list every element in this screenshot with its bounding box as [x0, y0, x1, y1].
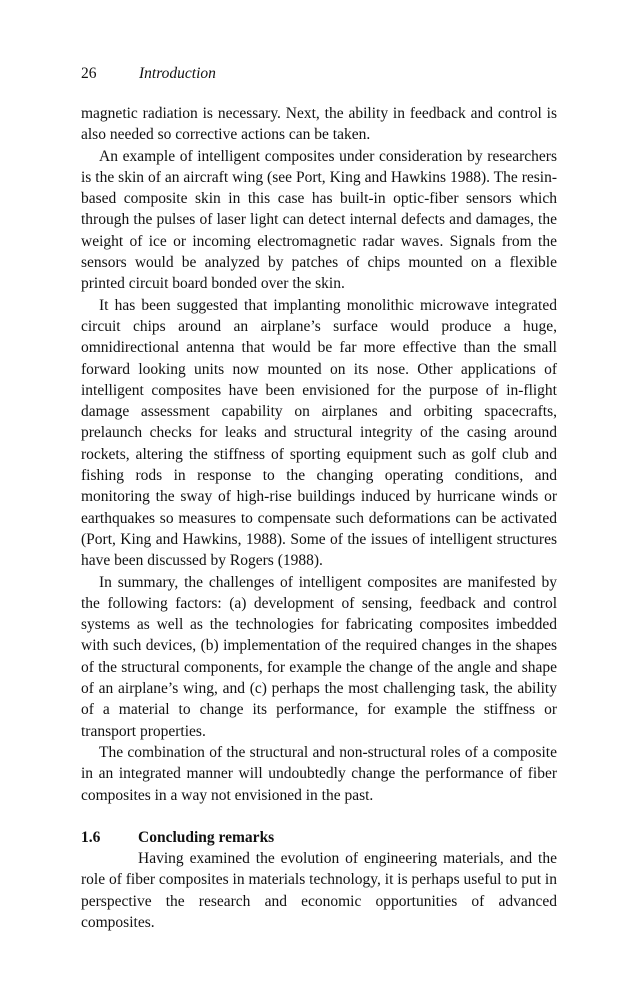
running-title: Introduction — [139, 65, 216, 82]
paragraph-continuation: magnetic radiation is necessary. Next, the ability in feedback and control is also needed so corrective actions can be taken. — [81, 105, 557, 144]
body-text — [81, 103, 557, 933]
running-header — [81, 62, 557, 86]
paragraph-aircraft-skin: An example of intelligent composites under consideration by researchers is the skin of an aircraft wing (see Port, King and Hawkins 1988). The resin-based composite skin in this case has built-in optic-fiber sensors which through the pulses of laser light can detect internal defects and damages, the weight of ice or incoming electromagnetic radar waves. Signals from the sensors would be analyzed by patches of chips mounted on a flexible printed circuit board bonded over the skin. — [81, 147, 557, 293]
page-number: 26 — [81, 65, 97, 82]
section-heading — [81, 827, 557, 848]
section-number: 1.6 — [81, 828, 101, 846]
paragraph-concluding: Having examined the evolution of engineering materials, and the role of fiber composites in materials technology, it is perhaps useful to put in perspective the research and economic opportunities of advanced composites. — [81, 850, 557, 931]
paragraph-combination: The combination of the structural and non-structural roles of a composite in an integrated manner will undoubtedly change the performance of fiber composites in a way not envisioned in the past. — [81, 743, 557, 804]
paragraph-applications: It has been suggested that implanting monolithic microwave integrated circuit chips around an airplane’s surface would produce a huge, omnidirectional antenna that would be far more effective than the small forward looking units now mounted on its nose. Other applications of intelligent composites have been envisioned for the purpose of in-flight damage assessment capability on airplanes and orbiting spacecrafts, prelaunch checks for leaks and structural integrity of the casing around rockets, altering the stiffness of sporting equipment such as golf club and fishing rods in response to the changing operating conditions, and monitoring the sway of high-rise buildings induced by hurricane winds or earthquakes so measures to compensate such deformations can be activated (Port, King and Hawkins, 1988). Some of the issues of intelligent structures have been discussed by Rogers (1988). — [81, 296, 557, 570]
paragraph-summary: In summary, the challenges of intelligent composites are manifested by the following factors: (a) development of sensing, feedback and control systems as well as the technologies for fabricating composites imbedded with such devices, (b) implementation of the required changes in the shapes of the structural components, for example the change of the angle and shape of an airplane’s wing, and (c) perhaps the most challenging task, the ability of a material to change its performance, for example the stiffness or transport properties. — [81, 573, 557, 740]
section-title: Concluding remarks — [138, 828, 275, 846]
book-page — [81, 62, 557, 933]
